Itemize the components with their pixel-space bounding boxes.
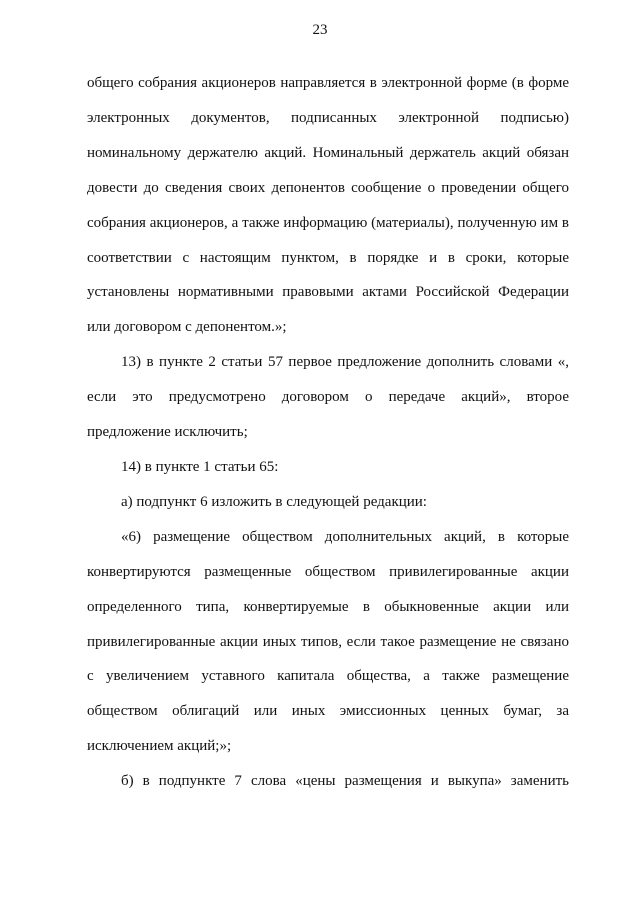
page-number: 23 bbox=[312, 22, 328, 38]
paragraph-subitem-b: б) в подпункте 7 слова «цены размещения и выкупа» заменить bbox=[121, 773, 569, 790]
paragraph-item-14: 14) в пункте 1 статьи 65: bbox=[121, 458, 279, 475]
paragraph-item-13: 13) в пункте 2 статьи 57 первое предложение дополнить словами «, если это предусмотрено договором о передаче акций», второе предложение исключить; bbox=[87, 354, 569, 441]
paragraph-subitem-6-text: «6) размещение обществом дополнительных акций, в которые конвертируются размещенные обществом привилегированные акции определенного типа, конвертируемые в обыкновенные акции или привилегированные акции иных типов, если такое размещение не связано с увеличением уставного капитала общества, а также размещение обществом облигаций или иных эмиссионных ценных бумаг, за исключением акций;»; bbox=[87, 528, 569, 755]
paragraph-shareholder-notice: общего собрания акционеров направляется в электронной форме (в форме электронных документов, подписанных электронной подписью) номинальному держателю акций. Номинальный держатель акций обязан довести до сведения своих депонентов сообщение о проведении общего собрания акционеров, а также информацию (материалы), полученную им в соответствии с настоящим пунктом, в порядке и в сроки, которые установлены нормативными правовыми актами Российской Федерации или договором с депонентом.»; bbox=[87, 75, 569, 336]
document-body bbox=[87, 66, 569, 799]
paragraph-subitem-a: а) подпункт 6 изложить в следующей редакции: bbox=[121, 493, 427, 510]
